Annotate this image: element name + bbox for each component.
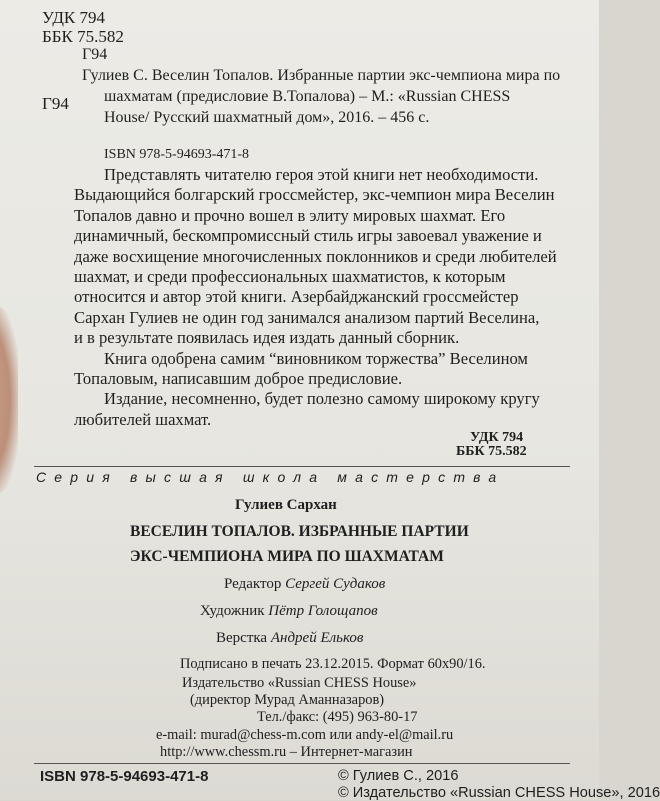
artist-credit <box>200 603 378 620</box>
publisher-director: (директор Мурад Аманназаров) <box>190 692 385 708</box>
annotation-line: и в результате появилась идея издать данный сборник. <box>74 328 460 348</box>
biblio-line: шахматам (предисловие В.Топалова) – М.: «Russian CHESS <box>104 88 511 105</box>
udk-code: УДК 794 <box>42 8 106 27</box>
print-info: Подписано в печать 23.12.2015. Формат 60х90/16. <box>180 656 486 672</box>
artist-name: Пётр Голощапов <box>268 603 378 619</box>
divider <box>34 763 570 764</box>
isbn: ISBN 978-5-94693-471-8 <box>104 147 250 162</box>
isbn-bottom: ISBN 978-5-94693-471-8 <box>40 768 209 785</box>
annotation-line: Книга одобрена самим “виновником торжества” Веселином <box>104 348 528 368</box>
series-name: Серия высшая школа мастерства <box>36 469 505 485</box>
book-title: ВЕСЕЛИН ТОПАЛОВ. ИЗБРАННЫЕ ПАРТИИ <box>130 523 469 540</box>
annotation-line: Сархан Гулиев не один год занимался анализом партий Веселина, <box>74 307 540 327</box>
annotation-line: шахмат, и среди профессиональных шахматистов, к которым <box>74 267 506 287</box>
author-sign: Г94 <box>82 46 108 63</box>
editor-label: Редактор <box>224 576 282 592</box>
divider <box>34 466 570 467</box>
author-name: Гулиев Сархан <box>235 497 337 513</box>
copyright-author: © Гулиев С., 2016 <box>338 768 459 784</box>
biblio-line: House/ Русский шахматный дом», 2016. – 456 с. <box>104 109 430 126</box>
thumb <box>0 300 18 500</box>
annotation <box>74 165 557 430</box>
biblio-line: Гулиев С. Веселин Топалов. Избранные партии экс-чемпиона мира по <box>82 67 561 84</box>
annotation-line: Издание, несомненно, будет полезно самому широкому кругу <box>104 389 540 409</box>
publisher: Издательство «Russian CHESS House» <box>182 675 417 691</box>
udk-code-bottom: УДК 794 <box>470 430 524 445</box>
publisher-website: http://www.chessm.ru – Интернет-магазин <box>160 744 413 760</box>
annotation-line: Выдающийся болгарский гроссмейстер, экс-чемпион мира Веселин <box>74 185 555 205</box>
layout-name: Андрей Ельков <box>270 630 364 646</box>
layout-credit <box>216 630 363 647</box>
annotation-line: любителей шахмат. <box>74 409 212 429</box>
author-sign-margin: Г94 <box>42 94 69 113</box>
annotation-line: Представлять читателю героя этой книги нет необходимости. <box>104 165 539 184</box>
annotation-line: Топалов давно и прочно вошел в элиту мировых шахмат. Его <box>74 205 506 225</box>
bbk-code: ББК 75.582 <box>42 27 124 46</box>
annotation-line: Топаловым, написавшим доброе предисловие. <box>74 369 403 389</box>
annotation-line: даже восхищение многочисленных поклонников и среди любителей <box>74 246 557 266</box>
publisher-email: e-mail: murad@chess-m.com или andy-el@mail.ru <box>156 727 454 743</box>
copyright-publisher: © Издательство «Russian CHESS House», 2016 <box>338 785 660 801</box>
layout-label: Верстка <box>216 630 268 646</box>
bibliographic-record <box>82 65 572 128</box>
book-title-continued: ЭКС-ЧЕМПИОНА МИРА ПО ШАХМАТАМ <box>130 548 444 565</box>
editor-name: Сергей Судаков <box>285 576 386 592</box>
artist-label: Художник <box>200 603 265 619</box>
editor-credit <box>224 576 385 593</box>
annotation-line: динамичный, бескомпромиссный стиль игры завоевал уважение и <box>74 226 542 246</box>
annotation-line: относится и автор этой книги. Азербайджанский гроссмейстер <box>74 287 519 307</box>
publisher-phone: Тел./факс: (495) 963-80-17 <box>257 709 418 725</box>
bbk-code-bottom: ББК 75.582 <box>456 444 527 459</box>
